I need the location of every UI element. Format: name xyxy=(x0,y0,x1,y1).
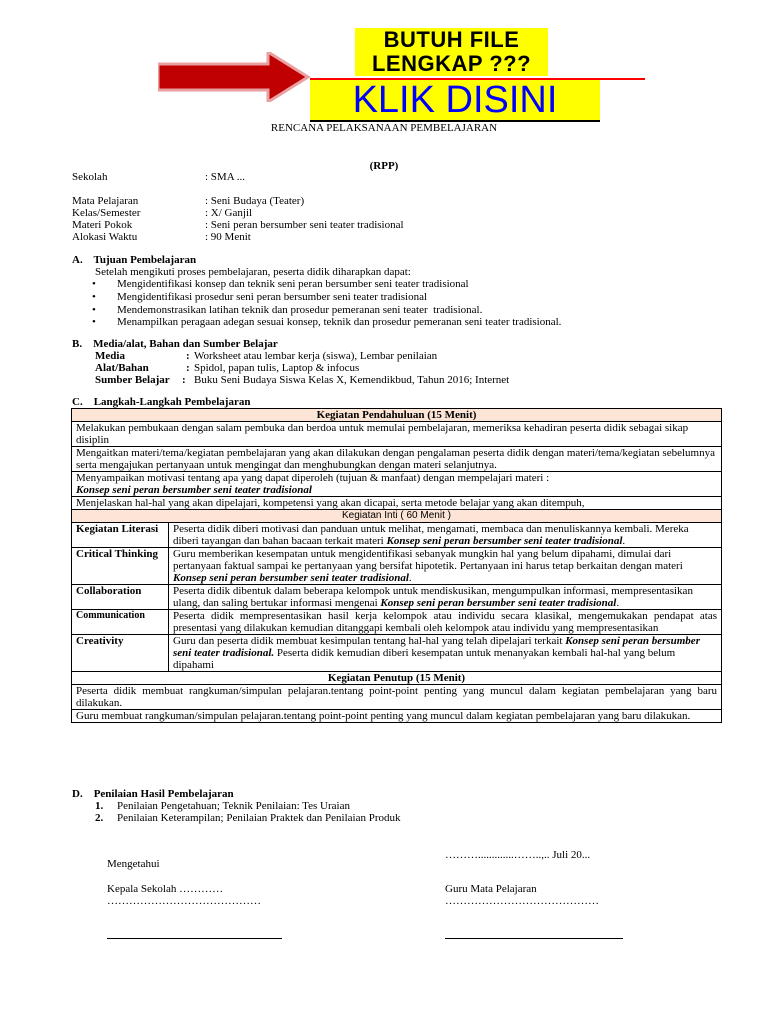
inti-label: Kegiatan Literasi xyxy=(72,523,169,548)
identity-value: : SMA ... xyxy=(205,171,246,183)
table-row: Guru membuat rangkuman/simpulan pelajaran.tentang point-point penting yang muncul dalam kegiatan pembelajaran yang baru dilakukan. xyxy=(72,710,722,723)
cell-text: . xyxy=(408,572,412,584)
cell-text: Peserta didik kemudian diberi kesempatan untuk menanyakan kembali hal-hal yang belum dipahami xyxy=(173,647,676,671)
cell-emphasis: Konsep seni peran bersumber seni teater tradisional xyxy=(380,597,617,609)
inti-label: Communication xyxy=(72,610,169,635)
inti-cell xyxy=(169,585,722,610)
cell-text: . xyxy=(616,597,620,609)
bullet-icon: • xyxy=(92,316,96,328)
list-item: Penilaian Pengetahuan; Teknik Penilaian: Tes Uraian xyxy=(117,800,350,812)
list-item: Mengidentifikasi konsep dan teknik seni peran bersumber seni teater tradisional xyxy=(117,278,469,290)
cell-text: Guru dan peserta didik membuat kesimpulan tentang hal-hal yang telah dipelajari terkait xyxy=(173,635,566,647)
colon: : xyxy=(186,350,190,362)
kegiatan-table xyxy=(71,408,722,723)
banner-headline xyxy=(355,28,548,76)
cell-text: Peserta didik dibentuk dalam beberapa kelompok untuk mendiskusikan, mengumpulkan informasi, mempresentasikan ulang, dan saling bertukar informasi mengenai xyxy=(173,585,693,609)
bullet-icon: • xyxy=(92,291,96,303)
table-row xyxy=(72,472,722,497)
colon: : xyxy=(182,374,186,386)
inti-cell xyxy=(169,523,722,548)
cell-text: Peserta didik diberi motivasi dan panduan untuk melihat, mengamati, membaca dan menuliskannya kembali. Mereka diberi tayangan dan bahan bacaan terkait materi xyxy=(173,523,689,547)
penutup-header: Kegiatan Penutup (15 Menit) xyxy=(72,672,722,685)
kepala-sekolah-dots: …………………………………… xyxy=(107,895,261,907)
sumber-value: Buku Seni Budaya Siswa Kelas X, Kemendikbud, Tahun 2016; Internet xyxy=(194,374,510,386)
section-a-heading: A. Tujuan Pembelajaran xyxy=(72,254,197,266)
doc-title: RENCANA PELAKSANAAN PEMBELAJARAN xyxy=(270,122,498,134)
cell-emphasis: Konsep seni peran bersumber seni teater tradisional xyxy=(386,535,623,547)
list-item: Mengidentifikasi prosedur seni peran bersumber seni teater tradisional xyxy=(117,291,428,303)
guru-dots: …………………………………… xyxy=(445,895,599,907)
mengetahui-label: Mengetahui xyxy=(107,858,160,870)
sumber-label: Sumber Belajar xyxy=(95,374,170,386)
bullet-icon: • xyxy=(92,304,96,316)
table-row: Peserta didik membuat rangkuman/simpulan pelajaran.tentang point-point penting yang muncul dalam kegiatan pembelajaran yang baru dilakukan. xyxy=(72,685,722,710)
row-text: Menyampaikan motivasi tentang apa yang dapat diperoleh (tujuan & manfaat) dengan mempelajari materi : xyxy=(76,472,550,484)
colon: : xyxy=(186,362,190,374)
cell-text: Peserta didik mempresentasikan hasil kerja kelompok atau individu secara klasikal, mengemukakan pendapat atas presentasi yang dilakukan kemudian ditanggapi kembali oleh kelompok atau individu yang mempresentasikan xyxy=(173,610,717,634)
list-item: Menampilkan peragaan adegan sesuai konsep, teknik dan prosedur pemeranan seni teater tradisional. xyxy=(117,316,562,328)
list-item: Mendemonstrasikan latihan teknik dan prosedur pemeranan seni teater tradisional. xyxy=(117,304,483,316)
table-row: Mengaitkan materi/tema/kegiatan pembelajaran yang akan dilakukan dengan pengalaman peserta didik dengan materi/tema/kegiatan sebelumnya serta mengajukan pertanyaan untuk mengingat dan menghubungkan dengan materi selanjutnya. xyxy=(72,447,722,472)
section-d-heading: D. Penilaian Hasil Pembelajaran xyxy=(72,788,234,800)
cell-text: . xyxy=(622,535,626,547)
cell-emphasis: Konsep seni peran bersumber seni teater tradisional. xyxy=(173,635,700,659)
item-number: 1. xyxy=(95,800,104,812)
inti-cell xyxy=(169,548,722,585)
table-row: Melakukan pembukaan dengan salam pembuka dan berdoa untuk memulai pembelajaran, memeriksa kehadiran peserta didik sebagai sikap disiplin xyxy=(72,422,722,447)
guru-label: Guru Mata Pelajaran xyxy=(445,883,537,895)
identity-value: : Seni Budaya (Teater) xyxy=(205,195,305,207)
kepala-sekolah-label: Kepala Sekolah ………… xyxy=(107,883,224,895)
banner-line2: LENGKAP ??? xyxy=(371,51,532,76)
bullet-icon: • xyxy=(92,278,96,290)
identity-label: Mata Pelajaran xyxy=(72,195,139,207)
inti-label: Critical Thinking xyxy=(72,548,169,585)
row-emphasis: Konsep seni peran bersumber seni teater tradisional xyxy=(76,484,312,496)
inti-label: Collaboration xyxy=(72,585,169,610)
table-row: Menjelaskan hal-hal yang akan dipelajari, kompetensi yang akan dicapai, serta metode belajar yang akan ditempuh, xyxy=(72,497,722,510)
inti-cell xyxy=(169,610,722,635)
inti-label: Creativity xyxy=(72,635,169,672)
identity-label: Kelas/Semester xyxy=(72,207,141,219)
section-c-heading: C. Langkah-Langkah Pembelajaran xyxy=(72,396,251,408)
signature-line-left xyxy=(107,938,282,939)
section-a-intro: Setelah mengikuti proses pembelajaran, peserta didik diharapkan dapat: xyxy=(95,266,411,278)
inti-header: Kegiatan Inti ( 60 Menit ) xyxy=(72,510,722,523)
list-item: Penilaian Keterampilan; Penilaian Praktek dan Penilaian Produk xyxy=(117,812,401,824)
klik-disini-button[interactable]: KLIK DISINI xyxy=(310,80,600,122)
identity-value: : Seni peran bersumber seni teater tradisional xyxy=(205,219,404,231)
identity-label: Alokasi Waktu xyxy=(72,231,138,243)
pendahuluan-header: Kegiatan Pendahuluan (15 Menit) xyxy=(72,409,722,422)
section-b-heading: B. Media/alat, Bahan dan Sumber Belajar xyxy=(72,338,278,350)
alat-label: Alat/Bahan xyxy=(95,362,149,374)
identity-label: Sekolah xyxy=(72,171,108,183)
cell-text: Guru memberikan kesempatan untuk mengidentifikasi sebanyak mungkin hal yang belum dipahami, dimulai dari pertanyaan faktual sampai ke pertanyaan yang bersifat hipotetik. Pertanyaan ini harus tetap berkaitan dengan materi xyxy=(173,548,683,572)
item-number: 2. xyxy=(95,812,104,824)
sign-date: ……….............……..,.. Juli 20... xyxy=(445,849,591,861)
signature-line-right xyxy=(445,938,623,939)
media-label: Media xyxy=(95,350,125,362)
identity-value: : 90 Menit xyxy=(205,231,251,243)
identity-label: Materi Pokok xyxy=(72,219,133,231)
cell-emphasis: Konsep seni peran bersumber seni teater tradisional xyxy=(173,572,409,584)
inti-cell xyxy=(169,635,722,672)
banner-line1: BUTUH FILE xyxy=(383,27,520,52)
media-value: Worksheet atau lembar kerja (siswa), Lembar penilaian xyxy=(194,350,438,362)
identity-value: : X/ Ganjil xyxy=(205,207,253,219)
alat-value: Spidol, papan tulis, Laptop & infocus xyxy=(194,362,360,374)
red-arrow-icon xyxy=(158,52,318,102)
doc-subtitle: (RPP) xyxy=(369,160,399,172)
